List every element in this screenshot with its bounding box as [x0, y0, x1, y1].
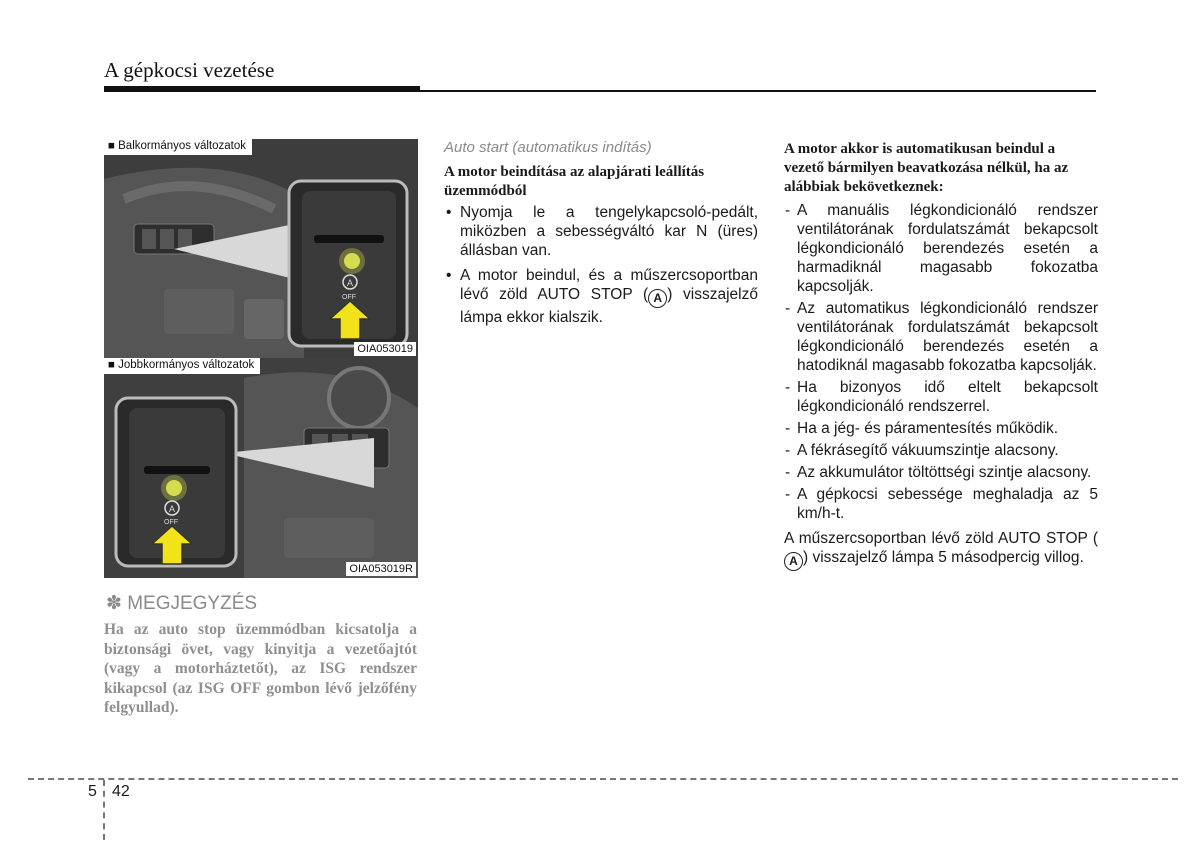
blink-paragraph: A műszercsoportban lévő zöld AUTO STOP (A ) visszajelző lámpa 5 másodpercig villog.	[784, 529, 1098, 571]
svg-text:A: A	[347, 278, 354, 288]
list-item: - A gépkocsi sebessége meghaladja az 5 km/h-t.	[784, 485, 1098, 523]
auto-stop-icon: A	[784, 552, 803, 571]
svg-text:A: A	[169, 504, 176, 514]
conditions-heading: A motor akkor is automatikusan beindul a vezető bármilyen beavatkozása nélkül, ha az alábbiak bekövetkeznek:	[784, 141, 1069, 195]
page-number: 42	[112, 783, 130, 800]
list-item: - Az automatikus légkondicionáló rendszer ventilátorának fordulatszámát bekapcsolt légkondicionáló berendezés esetén a hatodiknál magasabb fokozatba kapcsolják.	[784, 299, 1098, 375]
svg-text:OFF: OFF	[342, 294, 356, 301]
auto-stop-icon: A	[648, 289, 667, 308]
figure-lhd-code: OIA053019	[354, 342, 416, 356]
svg-text:OFF: OFF	[164, 519, 178, 526]
figure-rhd-code: OIA053019R	[346, 562, 416, 576]
list-item: - A fékrásegítő vákuumszintje alacsony.	[784, 441, 1098, 460]
list-item: - A manuális légkondicionáló rendszer ventilátorának fordulatszámát bekapcsolt légkondicionáló berendezés esetén a harmadiknál magasabb fokozatba kapcsolják.	[784, 201, 1098, 296]
header-rule-thin	[420, 90, 1096, 92]
note-heading: ✽ MEGJEGYZÉS	[106, 593, 258, 614]
lhd-illustration	[104, 139, 418, 358]
note-body: Ha az auto stop üzemmódban kicsatolja a biztonsági övet, vagy kinyitja a vezetőajtót (vagy a motorháztetőt), az ISG rendszer kikapcsol (az ISG OFF gombon lévő jelzőfény felgyullad).	[104, 621, 417, 716]
auto-restart-conditions	[784, 140, 1098, 571]
page-header-title: A gépkocsi vezetése	[104, 58, 275, 82]
auto-start-section	[444, 138, 758, 333]
section-subtitle: A motor beindítása az alapjárati leállítás üzemmódból	[444, 164, 705, 199]
figure-lhd	[104, 139, 418, 358]
figure-rhd-label: ■ Jobbkormányos változatok	[104, 358, 260, 374]
list-item: - Ha a jég- és páramentesítés működik.	[784, 419, 1098, 438]
bullet-item: • Nyomja le a tengelykapcsoló-pedált, miközben a sebességváltó kar N (üres) állásban van.	[444, 203, 758, 260]
section-number: 5	[88, 783, 97, 800]
footer-divider	[103, 780, 105, 840]
figure-lhd-label: ■ Balkormányos változatok	[104, 139, 252, 155]
footer-rule	[28, 778, 1178, 780]
bullet-item: • A motor beindul, és a műszercsoportban lévő zöld AUTO STOP ( A ) visszajelző lámpa ekkor kialszik.	[444, 266, 758, 327]
header-rule-thick	[104, 86, 420, 92]
conditions-list	[784, 201, 1098, 523]
rhd-illustration	[104, 358, 418, 578]
list-item: - Az akkumulátor töltöttségi szintje alacsony.	[784, 463, 1098, 482]
list-item: - Ha bizonyos idő eltelt bekapcsolt légkondicionáló rendszerrel.	[784, 378, 1098, 416]
figure-rhd	[104, 358, 418, 578]
bullet-list	[444, 203, 758, 327]
section-title: Auto start (automatikus indítás)	[444, 139, 652, 156]
